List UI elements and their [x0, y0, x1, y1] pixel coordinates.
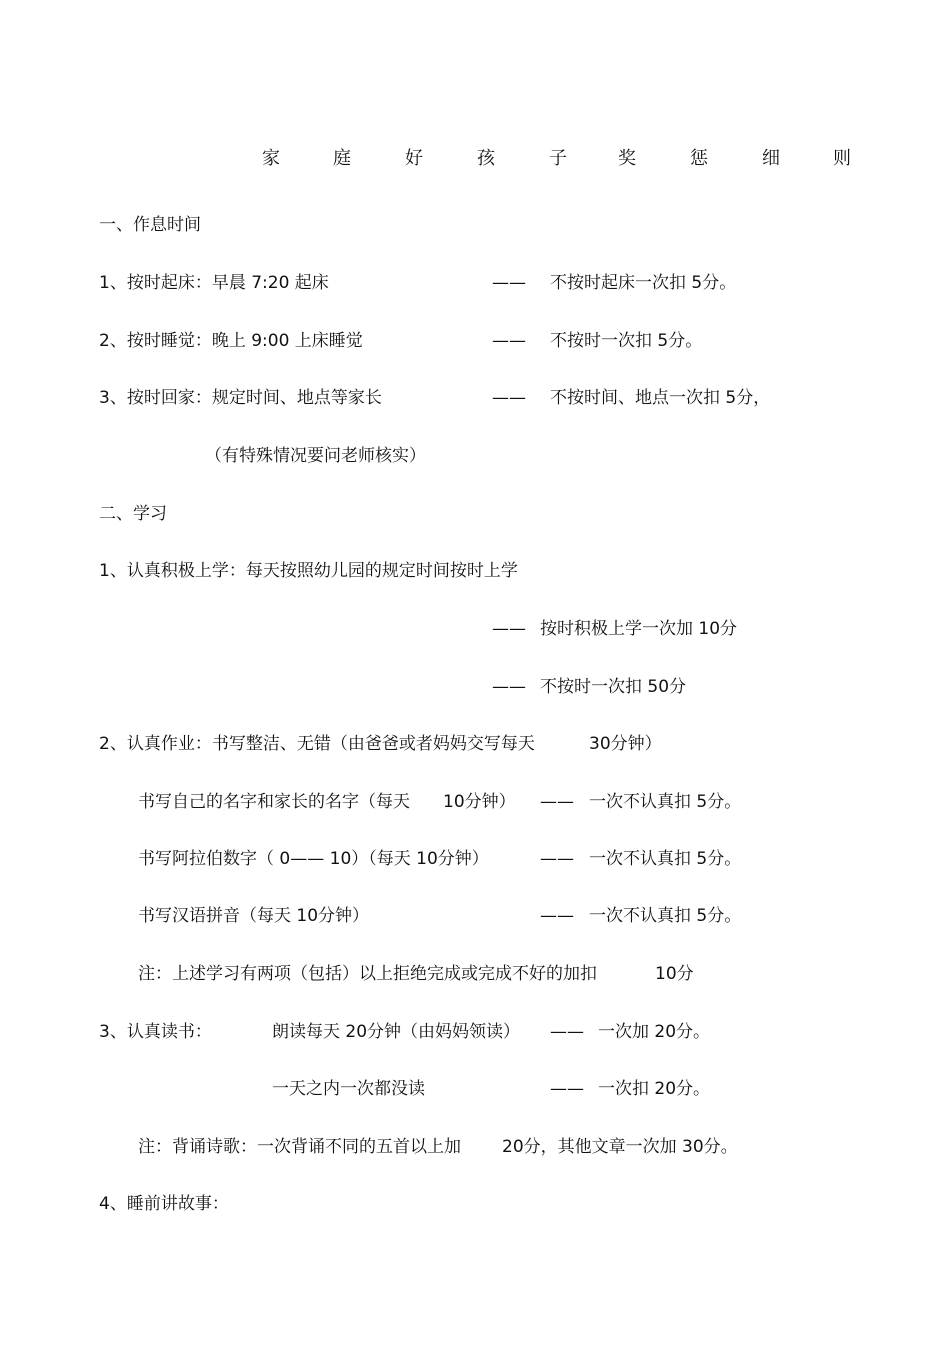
rule-dash: ——	[492, 677, 526, 697]
title-char: 奖	[618, 148, 636, 169]
rule-note-tail: 10分	[655, 964, 694, 984]
rule-reward: 一次加 20分。	[598, 1022, 711, 1042]
rule-label: 4、睡前讲故事：	[99, 1194, 229, 1214]
title-char: 惩	[690, 148, 708, 169]
title-char: 孩	[477, 148, 495, 169]
rule-note-tail: 20分，其他文章一次加 30分。	[502, 1137, 738, 1157]
sub-rule: 朗读每天 20分钟（由妈妈领读）	[272, 1022, 521, 1042]
title-char: 则	[833, 148, 851, 169]
rule-dash: ——	[550, 1079, 584, 1099]
title-char: 庭	[333, 148, 351, 169]
sub-rule: 书写自己的名字和家长的名字（每天	[138, 792, 410, 812]
sub-rule: 书写阿拉伯数字（ 0—— 10）（每天 10分钟）	[138, 849, 489, 869]
rule-dash: ——	[540, 906, 574, 926]
rule-penalty: 一次不认真扣 5分。	[589, 792, 742, 812]
rule-label: 1、认真积极上学：每天按照幼儿园的规定时间按时上学	[99, 561, 518, 581]
rule-label: 2、认真作业：书写整洁、无错（由爸爸或者妈妈交写每天	[99, 734, 535, 754]
sub-rule-tail: 10分钟）	[443, 792, 516, 812]
rule-label: 2、按时睡觉：晚上 9:00 上床睡觉	[99, 331, 363, 351]
title-char: 细	[762, 148, 780, 169]
rule-label: 3、认真读书：	[99, 1022, 212, 1042]
rule-penalty: 不按时一次扣 5分。	[550, 331, 703, 351]
rule-note: 注：背诵诗歌：一次背诵不同的五首以上加	[138, 1137, 461, 1157]
sub-rule: 书写汉语拼音（每天 10分钟）	[138, 906, 370, 926]
rule-label: 1、按时起床：早晨 7:20 起床	[99, 273, 329, 293]
rule-penalty: 不按时起床一次扣 5分。	[550, 273, 737, 293]
rule-dash: ——	[550, 1022, 584, 1042]
rule-note: （有特殊情况要问老师核实）	[205, 446, 426, 466]
rule-penalty: 一次扣 20分。	[598, 1079, 711, 1099]
section-heading: 二、学习	[99, 504, 167, 524]
rule-label-tail: 30分钟）	[589, 734, 662, 754]
rule-penalty: 不按时一次扣 50分	[540, 677, 687, 697]
rule-penalty: 一次不认真扣 5分。	[589, 849, 742, 869]
title-char: 好	[405, 148, 423, 169]
rule-dash: ——	[492, 388, 526, 408]
rule-penalty: 一次不认真扣 5分。	[589, 906, 742, 926]
title-char: 家	[262, 148, 280, 169]
sub-rule: 一天之内一次都没读	[272, 1079, 425, 1099]
rule-label: 3、按时回家：规定时间、地点等家长	[99, 388, 382, 408]
rule-note: 注：上述学习有两项（包括）以上拒绝完成或完成不好的加扣	[138, 964, 597, 984]
rule-reward: 按时积极上学一次加 10分	[540, 619, 738, 639]
rule-dash: ——	[540, 792, 574, 812]
title-char: 子	[549, 148, 567, 169]
rule-dash: ——	[492, 273, 526, 293]
rule-dash: ——	[492, 619, 526, 639]
rule-dash: ——	[492, 331, 526, 351]
rule-penalty: 不按时间、地点一次扣 5分，	[550, 388, 771, 408]
rule-dash: ——	[540, 849, 574, 869]
section-heading: 一、作息时间	[99, 215, 201, 235]
